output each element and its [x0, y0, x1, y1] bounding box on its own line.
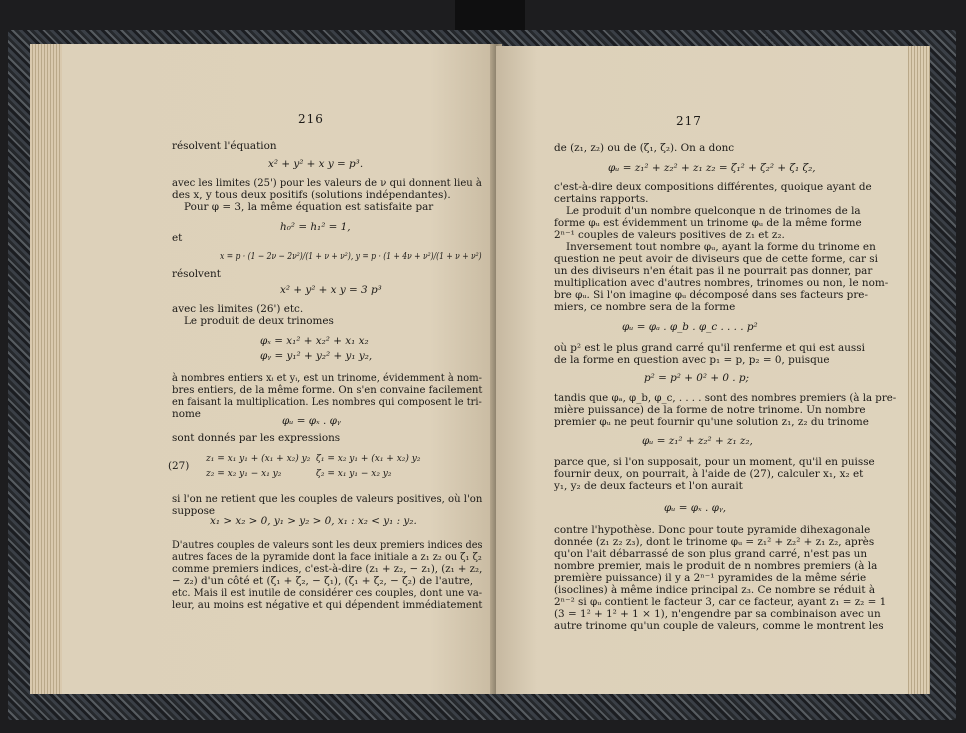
equation: ζ₁ = x₂ y₁ + (x₁ + x₂) y₂: [316, 454, 421, 464]
text-line: un des diviseurs n'en était pas il ne pourrait pas donner, par: [554, 265, 873, 277]
text-line: y₁, y₂ de deux facteurs et l'on aurait: [554, 480, 743, 492]
text-line: de la forme en question avec p₁ = p, p₂ = 0, puisque: [554, 354, 830, 366]
text-line: D'autres couples de valeurs sont les deux premiers indices des: [172, 539, 483, 551]
left-page: [62, 44, 494, 694]
text-line: à nombres entiers xᵢ et yᵢ, est un trinome, évidemment à nom-: [172, 372, 482, 384]
text-line: (3 = 1² + 1² + 1 × 1), n'engendre par sa combinaison avec un: [554, 608, 881, 620]
text-line: résolvent l'équation: [172, 140, 277, 152]
text-line: Pour φ = 3, la même équation est satisfaite par: [184, 201, 434, 213]
text-line: autres faces de la pyramide dont la face initiale a z₁ z₂ ou ζ₁ ζ₂: [172, 551, 482, 563]
equation: φᵤ = z₁² + z₂² + z₁ z₂,: [642, 435, 753, 447]
text-line: Inversement tout nombre φᵤ, ayant la forme du trinome en: [566, 241, 876, 253]
equation: φᵤ = φₓ . φᵧ: [282, 415, 341, 427]
text-line: en faisant la multiplication. Les nombres qui composent le tri-: [172, 396, 482, 408]
text-line: premier φᵤ ne peut fournir qu'une solution z₁, z₂ du trinome: [554, 416, 869, 428]
equation: z₂ = x₂ y₁ − x₁ y₂: [206, 469, 282, 479]
text-line: Le produit d'un nombre quelconque n de trinomes de la: [566, 205, 861, 217]
text-line: 2ⁿ⁻² si φᵤ contient le facteur 3, car ce facteur, ayant z₁ = z₂ = 1: [554, 596, 887, 608]
text-line: donnée (z₁ z₂ z₃), dont le trinome φᵤ = z₁² + z₂² + z₁ z₂, après: [554, 536, 875, 548]
text-line: nombre premier, mais le produit de n nombres premiers (à la: [554, 560, 878, 572]
equation: φᵧ = y₁² + y₂² + y₁ y₂,: [260, 350, 373, 362]
equation-number: (27): [168, 460, 190, 472]
text-line: avec les limites (26') etc.: [172, 303, 304, 315]
text-line: − z₂) d'un côté et (ζ₁ + ζ₂, − ζ₁), (ζ₁ + ζ₂, − ζ₂) de l'autre,: [172, 575, 474, 587]
right-page: [496, 46, 908, 694]
text-line: contre l'hypothèse. Donc pour toute pyramide dihexagonale: [554, 524, 871, 536]
text-line: si l'on ne retient que les couples de valeurs positives, où l'on: [172, 493, 483, 505]
text-line: qu'on l'ait débarrassé de son plus grand carré, n'est pas un: [554, 548, 868, 560]
text-line: 2ⁿ⁻¹ couples de valeurs positives de z₁ et z₂.: [554, 229, 785, 241]
text-line: miers, ce nombre sera de la forme: [554, 301, 736, 313]
equation: p² = p² + 0² + 0 . p;: [644, 372, 750, 384]
text-line: de (z₁, z₂) ou de (ζ₁, ζ₂). On a donc: [554, 142, 735, 154]
equation: ζ₂ = x₁ y₁ − x₂ y₂: [316, 469, 392, 479]
text-line: résolvent: [172, 268, 221, 280]
text-line: nome: [172, 408, 201, 420]
text-line: parce que, si l'on supposait, pour un moment, qu'il en puisse: [554, 456, 875, 468]
text-line: suppose: [172, 505, 216, 517]
equation: z₁ = x₁ y₁ + (x₁ + x₂) y₂: [206, 454, 311, 464]
equation: x² + y² + x y = 3 p³: [280, 284, 382, 296]
equation: φₓ = x₁² + x₂² + x₁ x₂: [260, 335, 369, 347]
text-line: des x, y tous deux positifs (solutions indépendantes).: [172, 189, 451, 201]
equation: x² + y² + x y = p³.: [268, 158, 364, 170]
equation: x = p · (1 − 2ν − 2ν²)/(1 + ν + ν²), y = p · (1 + 4ν + ν²)/(1 + ν + ν²): [220, 252, 482, 262]
text-line: sont donnés par les expressions: [172, 432, 341, 444]
text-line: tandis que φₐ, φ_b, φ_c, . . . . sont des nombres premiers (à la pre-: [554, 392, 897, 404]
text-line: leur, au moins est négative et qui dépendent immédiatement: [172, 599, 483, 611]
text-line: bre φᵤ. Si l'on imagine φᵤ décomposé dans ses facteurs pre-: [554, 289, 868, 301]
text-line: etc. Mais il est inutile de considérer ces couples, dont une va-: [172, 587, 483, 599]
text-line: comme premiers indices, c'est-à-dire (z₁ + z₂, − z₁), (z₁ + z₂,: [172, 563, 483, 575]
equation: x₁ > x₂ > 0, y₁ > y₂ > 0, x₁ : x₂ < y₁ : y₂.: [210, 515, 417, 527]
text-line: avec les limites (25') pour les valeurs de ν qui donnent lieu à: [172, 177, 482, 189]
page-number: 217: [676, 114, 702, 128]
page-number: 216: [298, 112, 324, 126]
text-line: forme φᵤ est évidemment un trinome φᵤ de la même forme: [554, 217, 862, 229]
text-line: et: [172, 232, 183, 244]
text-line: multiplication avec d'autres nombres, trinomes ou non, le nom-: [554, 277, 889, 289]
text-line: Le produit de deux trinomes: [184, 315, 334, 327]
text-line: autre trinome qu'un couple de valeurs, comme le montrent les: [554, 620, 884, 632]
text-line: c'est-à-dire deux compositions différentes, quoique ayant de: [554, 181, 872, 193]
equation: φᵤ = z₁² + z₂² + z₁ z₂ = ζ₁² + ζ₂² + ζ₁ ζ₂,: [608, 162, 816, 174]
text-line: (isoclines) à même indice principal z₃. Ce nombre se réduit à: [554, 584, 876, 596]
text-line: première puissance) il y a 2ⁿ⁻¹ pyramides de la même série: [554, 572, 867, 584]
text-line: question ne peut avoir de diviseurs que de cette forme, car si: [554, 253, 878, 265]
text-line: mière puissance) de la forme de notre trinome. Un nombre: [554, 404, 866, 416]
equation: φᵤ = φₐ . φ_b . φ_c . . . . p²: [622, 321, 758, 333]
equation: h₀² = h₁² = 1,: [280, 221, 351, 233]
text-line: où p² est le plus grand carré qu'il renferme et qui est aussi: [554, 342, 865, 354]
equation: φᵤ = φₓ . φᵧ,: [664, 502, 727, 514]
text-line: bres entiers, de la même forme. On s'en convaine facilement: [172, 384, 483, 396]
text-line: fournir deux, on pourrait, à l'aide de (27), calculer x₁, x₂ et: [554, 468, 864, 480]
text-line: certains rapports.: [554, 193, 649, 205]
